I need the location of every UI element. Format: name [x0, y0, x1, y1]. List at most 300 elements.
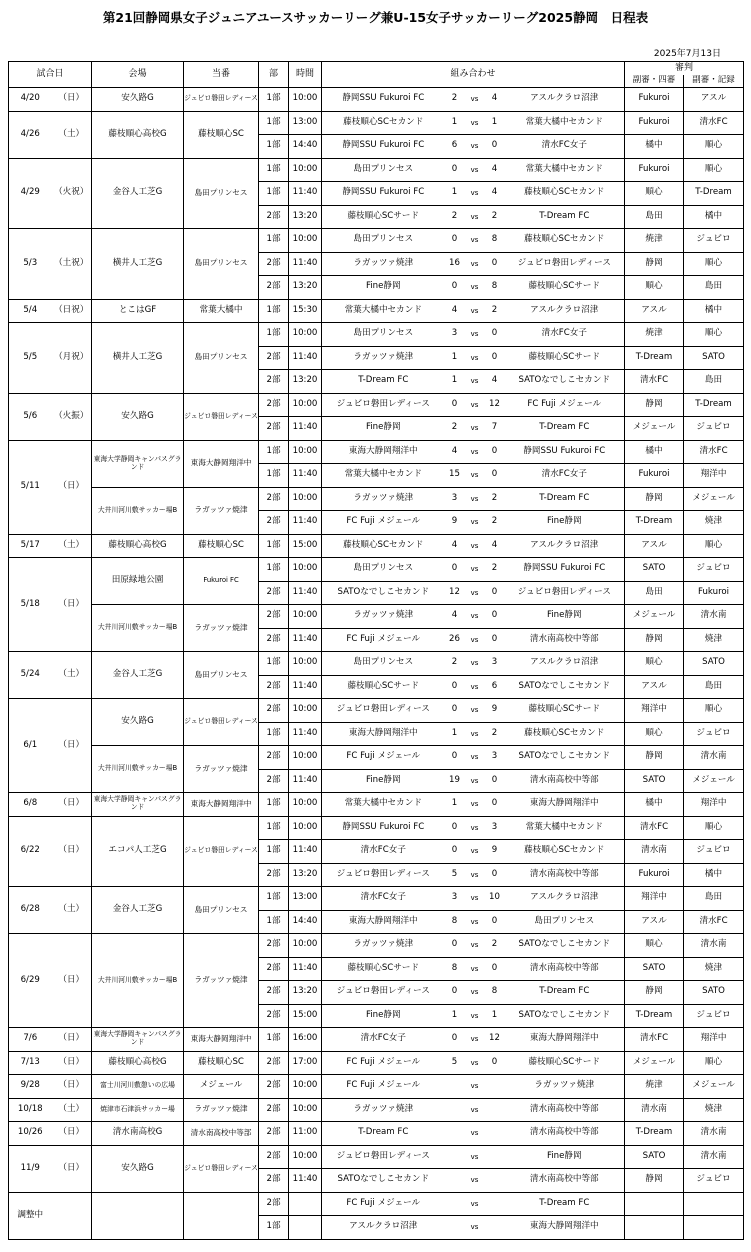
cell-time: 15:30	[289, 299, 322, 323]
cell-referee-1: 島田	[625, 205, 684, 229]
cell-duty: 東海大静岡翔洋中	[184, 793, 259, 817]
cell-day-of-week: （日）	[52, 1075, 92, 1099]
cell-referee-1: Fukuroi	[625, 464, 684, 488]
cell-home-score: 0	[445, 699, 465, 723]
cell-day-of-week: （月祝）	[52, 323, 92, 394]
cell-away-team: アスルクラロ沼津	[505, 299, 625, 323]
cell-day-of-week: （日）	[52, 1122, 92, 1146]
cell-duty: ジュビロ磐田レディース	[184, 393, 259, 440]
cell-away-team: 清水FC女子	[505, 464, 625, 488]
cell-home-score: 1	[445, 793, 465, 817]
table-row	[9, 88, 744, 112]
cell-venue: 東海大学静岡キャンパスグランド	[92, 440, 184, 487]
cell-referee-2: 翔洋中	[684, 793, 744, 817]
cell-referee-1: SATO	[625, 558, 684, 582]
cell-referee-2: メジェール	[684, 769, 744, 793]
cell-time: 10:00	[289, 158, 322, 182]
cell-home-score: 3	[445, 887, 465, 911]
cell-division: 1部	[259, 464, 289, 488]
cell-away-score: 1	[485, 111, 505, 135]
cell-away-score: 1	[485, 1004, 505, 1028]
cell-referee-1: 清水南	[625, 1098, 684, 1122]
cell-time: 15:00	[289, 534, 322, 558]
cell-division: 1部	[259, 440, 289, 464]
cell-away-team: T-Dream FC	[505, 417, 625, 441]
cell-referee-1: Fukuroi	[625, 863, 684, 887]
cell-vs: vs	[465, 816, 485, 840]
cell-vs: vs	[465, 1028, 485, 1052]
cell-referee-1: 順心	[625, 276, 684, 300]
cell-home-score: 6	[445, 135, 465, 159]
cell-day-of-week: （土）	[52, 534, 92, 558]
cell-time: 11:40	[289, 722, 322, 746]
cell-duty	[184, 1192, 259, 1239]
cell-day-of-week: （日）	[52, 558, 92, 652]
cell-division: 1部	[259, 299, 289, 323]
cell-vs: vs	[465, 135, 485, 159]
cell-referee-2: 清水南	[684, 605, 744, 629]
cell-away-score: 6	[485, 675, 505, 699]
cell-away-score: 0	[485, 863, 505, 887]
cell-time: 10:00	[289, 934, 322, 958]
cell-referee-2: 清水南	[684, 934, 744, 958]
cell-away-team: 清水南高校中等部	[505, 769, 625, 793]
cell-venue: 富士川河川敷憩いの広場	[92, 1075, 184, 1099]
cell-venue: 安久路G	[92, 699, 184, 746]
cell-referee-1: 清水南	[625, 840, 684, 864]
cell-referee-1: 順心	[625, 934, 684, 958]
cell-home-team: 静岡SSU Fukuroi FC	[322, 88, 445, 112]
cell-referee-1: メジェール	[625, 1051, 684, 1075]
cell-division: 2部	[259, 346, 289, 370]
cell-referee-2: 橘中	[684, 205, 744, 229]
cell-away-team: T-Dream FC	[505, 1192, 625, 1216]
cell-day-of-week: （土祝）	[52, 229, 92, 300]
cell-referee-2: 清水南	[684, 1145, 744, 1169]
cell-home-team: Fine静岡	[322, 417, 445, 441]
cell-away-score: 12	[485, 393, 505, 417]
cell-away-score: 2	[485, 722, 505, 746]
cell-duty: ラガッツァ焼津	[184, 934, 259, 1028]
cell-division: 2部	[259, 769, 289, 793]
cell-time: 10:00	[289, 393, 322, 417]
cell-home-team: 静岡SSU Fukuroi FC	[322, 816, 445, 840]
cell-home-score: 4	[445, 299, 465, 323]
cell-duty: メジェール	[184, 1075, 259, 1099]
header-referee: 審判	[625, 62, 744, 75]
cell-home-score: 0	[445, 229, 465, 253]
table-row	[9, 1051, 744, 1075]
cell-away-score: 2	[485, 299, 505, 323]
cell-referee-2: 翔洋中	[684, 1028, 744, 1052]
cell-away-team: 藤枝順心SCサード	[505, 346, 625, 370]
cell-day-of-week: （日）	[52, 793, 92, 817]
cell-duty: ジュビロ磐田レディース	[184, 816, 259, 887]
cell-away-team: T-Dream FC	[505, 981, 625, 1005]
cell-home-team: ラガッツァ焼津	[322, 487, 445, 511]
cell-time: 10:00	[289, 323, 322, 347]
cell-vs: vs	[465, 229, 485, 253]
table-row	[9, 816, 744, 840]
cell-time: 15:00	[289, 1004, 322, 1028]
cell-referee-2: T-Dream	[684, 182, 744, 206]
cell-vs: vs	[465, 440, 485, 464]
cell-away-team: ジュビロ磐田レディース	[505, 581, 625, 605]
cell-home-score: 0	[445, 816, 465, 840]
cell-home-score: 0	[445, 393, 465, 417]
cell-referee-1: T-Dream	[625, 1004, 684, 1028]
cell-away-score: 3	[485, 816, 505, 840]
cell-home-team: FC Fuji メジェール	[322, 628, 445, 652]
cell-venue: 安久路G	[92, 1145, 184, 1192]
cell-date: 5/4	[9, 299, 52, 323]
cell-venue: 横井人工芝G	[92, 229, 184, 300]
cell-date: 4/29	[9, 158, 52, 229]
cell-vs: vs	[465, 863, 485, 887]
cell-home-team: 藤枝順心SCサード	[322, 205, 445, 229]
cell-referee-2	[684, 1192, 744, 1216]
cell-home-score: 0	[445, 1028, 465, 1052]
cell-home-score	[445, 1145, 465, 1169]
cell-division: 1部	[259, 111, 289, 135]
cell-vs: vs	[465, 534, 485, 558]
cell-vs: vs	[465, 957, 485, 981]
cell-vs: vs	[465, 182, 485, 206]
cell-vs: vs	[465, 910, 485, 934]
cell-time: 11:40	[289, 675, 322, 699]
cell-referee-1: 清水FC	[625, 1028, 684, 1052]
table-row	[9, 440, 744, 464]
cell-referee-2: 清水南	[684, 746, 744, 770]
cell-away-team: 常葉大橘中セカンド	[505, 158, 625, 182]
cell-home-score: 0	[445, 276, 465, 300]
cell-date: 9/28	[9, 1075, 52, 1099]
cell-home-score: 1	[445, 111, 465, 135]
cell-venue: 安久路G	[92, 88, 184, 112]
table-row	[9, 1192, 744, 1216]
cell-home-team: FC Fuji メジェール	[322, 1192, 445, 1216]
cell-away-score: 2	[485, 558, 505, 582]
cell-vs: vs	[465, 581, 485, 605]
cell-time: 14:40	[289, 135, 322, 159]
table-row	[9, 887, 744, 911]
cell-home-team: 常葉大橘中セカンド	[322, 464, 445, 488]
table-row	[9, 1075, 744, 1099]
cell-away-team: アスルクラロ沼津	[505, 88, 625, 112]
cell-away-team: 清水南高校中等部	[505, 1169, 625, 1193]
cell-home-team: FC Fuji メジェール	[322, 1075, 445, 1099]
cell-away-score: 0	[485, 464, 505, 488]
cell-date: 11/9	[9, 1145, 52, 1192]
cell-vs: vs	[465, 1169, 485, 1193]
cell-away-score: 0	[485, 346, 505, 370]
cell-referee-1: アスル	[625, 534, 684, 558]
cell-away-team: 藤枝順心SCセカンド	[505, 182, 625, 206]
cell-referee-1: 静岡	[625, 746, 684, 770]
cell-time: 10:00	[289, 487, 322, 511]
cell-home-team: 東海大静岡翔洋中	[322, 722, 445, 746]
cell-time	[289, 1216, 322, 1240]
cell-division: 1部	[259, 158, 289, 182]
cell-time: 11:40	[289, 769, 322, 793]
cell-away-team: 清水南高校中等部	[505, 1122, 625, 1146]
cell-date: 5/5	[9, 323, 52, 394]
cell-away-score	[485, 1169, 505, 1193]
cell-home-score: 3	[445, 487, 465, 511]
cell-venue: 横井人工芝G	[92, 323, 184, 394]
cell-away-score: 0	[485, 323, 505, 347]
cell-home-score: 1	[445, 370, 465, 394]
cell-home-team: SATOなでしこセカンド	[322, 581, 445, 605]
cell-away-team: 常葉大橘中セカンド	[505, 111, 625, 135]
cell-duty: 常葉大橘中	[184, 299, 259, 323]
cell-home-score: 0	[445, 746, 465, 770]
cell-duty: 東海大静岡翔洋中	[184, 440, 259, 487]
cell-day-of-week: （土）	[52, 887, 92, 934]
cell-away-team: SATOなでしこセカンド	[505, 746, 625, 770]
cell-referee-1: SATO	[625, 1145, 684, 1169]
cell-referee-1: メジェール	[625, 605, 684, 629]
cell-referee-2: ジュビロ	[684, 1169, 744, 1193]
cell-home-score	[445, 1098, 465, 1122]
cell-away-score: 3	[485, 746, 505, 770]
cell-away-score: 3	[485, 652, 505, 676]
cell-vs: vs	[465, 1122, 485, 1146]
cell-home-team: T-Dream FC	[322, 370, 445, 394]
cell-home-team: 静岡SSU Fukuroi FC	[322, 135, 445, 159]
table-row	[9, 111, 744, 135]
cell-date: 5/24	[9, 652, 52, 699]
cell-home-team: 島田プリンセス	[322, 158, 445, 182]
cell-home-team: ジュビロ磐田レディース	[322, 393, 445, 417]
table-row	[9, 534, 744, 558]
table-row	[9, 1145, 744, 1169]
cell-division: 1部	[259, 323, 289, 347]
cell-time: 10:00	[289, 605, 322, 629]
cell-away-score: 2	[485, 934, 505, 958]
cell-away-team: 藤枝順心SCセカンド	[505, 840, 625, 864]
cell-duty: ジュビロ磐田レディース	[184, 1145, 259, 1192]
cell-division: 1部	[259, 1216, 289, 1240]
cell-vs: vs	[465, 1216, 485, 1240]
cell-time: 11:40	[289, 628, 322, 652]
cell-referee-1: 焼津	[625, 229, 684, 253]
cell-home-team: アスルクラロ沼津	[322, 1216, 445, 1240]
cell-away-score	[485, 1145, 505, 1169]
cell-home-team: Fine静岡	[322, 769, 445, 793]
cell-away-team: Fine静岡	[505, 511, 625, 535]
cell-division: 2部	[259, 370, 289, 394]
cell-vs: vs	[465, 511, 485, 535]
cell-away-score: 4	[485, 88, 505, 112]
cell-away-team: アスルクラロ沼津	[505, 887, 625, 911]
cell-referee-1: 静岡	[625, 628, 684, 652]
table-row	[9, 605, 744, 629]
cell-away-score: 0	[485, 957, 505, 981]
cell-away-score: 4	[485, 534, 505, 558]
cell-home-score: 2	[445, 88, 465, 112]
cell-referee-2: SATO	[684, 652, 744, 676]
cell-referee-2: 島田	[684, 887, 744, 911]
cell-division: 2部	[259, 581, 289, 605]
cell-home-team: ラガッツァ焼津	[322, 934, 445, 958]
cell-home-team: 東海大静岡翔洋中	[322, 910, 445, 934]
cell-home-team: FC Fuji メジェール	[322, 1051, 445, 1075]
cell-division: 1部	[259, 558, 289, 582]
cell-vs: vs	[465, 746, 485, 770]
cell-home-team: ジュビロ磐田レディース	[322, 981, 445, 1005]
cell-home-team: 常葉大橘中セカンド	[322, 793, 445, 817]
cell-duty: 島田プリンセス	[184, 323, 259, 394]
header-ref1: 副審・四審	[625, 75, 684, 88]
cell-away-team: SATOなでしこセカンド	[505, 1004, 625, 1028]
cell-day-of-week: （日）	[52, 88, 92, 112]
cell-referee-1: 静岡	[625, 981, 684, 1005]
cell-division: 2部	[259, 981, 289, 1005]
cell-referee-2: 清水南	[684, 1122, 744, 1146]
cell-time: 10:00	[289, 746, 322, 770]
cell-duty: ラガッツァ焼津	[184, 605, 259, 652]
cell-day-of-week: （土）	[52, 111, 92, 158]
cell-referee-2: 順心	[684, 252, 744, 276]
cell-date: 5/6	[9, 393, 52, 440]
cell-home-score: 2	[445, 205, 465, 229]
cell-home-score: 5	[445, 1051, 465, 1075]
cell-date: 5/17	[9, 534, 52, 558]
cell-home-team: 島田プリンセス	[322, 652, 445, 676]
cell-division: 2部	[259, 205, 289, 229]
cell-home-score: 1	[445, 1004, 465, 1028]
cell-time: 10:00	[289, 558, 322, 582]
cell-time: 13:20	[289, 370, 322, 394]
cell-away-score: 7	[485, 417, 505, 441]
cell-home-team: ジュビロ磐田レディース	[322, 863, 445, 887]
cell-away-score: 0	[485, 440, 505, 464]
cell-referee-1: アスル	[625, 675, 684, 699]
cell-time: 10:00	[289, 88, 322, 112]
cell-venue: 藤枝順心高校G	[92, 1051, 184, 1075]
cell-date: 6/22	[9, 816, 52, 887]
cell-date: 10/26	[9, 1122, 52, 1146]
cell-time: 11:40	[289, 957, 322, 981]
cell-home-team: 藤枝順心SCセカンド	[322, 534, 445, 558]
cell-away-score: 0	[485, 1051, 505, 1075]
document-date: 2025年7月13日	[653, 49, 721, 59]
cell-referee-1: 翔洋中	[625, 887, 684, 911]
cell-division: 2部	[259, 934, 289, 958]
cell-home-team: 清水FC女子	[322, 1028, 445, 1052]
cell-referee-1: 静岡	[625, 252, 684, 276]
cell-referee-2: 焼津	[684, 1098, 744, 1122]
cell-referee-2: 島田	[684, 675, 744, 699]
cell-time: 11:40	[289, 1169, 322, 1193]
cell-referee-2: ジュビロ	[684, 229, 744, 253]
cell-referee-1: T-Dream	[625, 1122, 684, 1146]
cell-referee-2: 橘中	[684, 863, 744, 887]
cell-referee-2: SATO	[684, 981, 744, 1005]
cell-referee-1: アスル	[625, 910, 684, 934]
cell-away-score	[485, 1192, 505, 1216]
cell-vs: vs	[465, 393, 485, 417]
cell-home-score: 1	[445, 182, 465, 206]
cell-referee-2: 焼津	[684, 957, 744, 981]
cell-duty: 島田プリンセス	[184, 158, 259, 229]
cell-home-score: 0	[445, 934, 465, 958]
cell-duty: 東海大静岡翔洋中	[184, 1028, 259, 1052]
cell-venue: 藤枝順心高校G	[92, 534, 184, 558]
cell-division: 2部	[259, 699, 289, 723]
cell-time: 13:20	[289, 981, 322, 1005]
cell-duty: ラガッツァ焼津	[184, 1098, 259, 1122]
cell-away-score	[485, 1075, 505, 1099]
cell-referee-1: 橘中	[625, 793, 684, 817]
cell-day-of-week: （日）	[52, 1051, 92, 1075]
cell-time: 13:20	[289, 276, 322, 300]
cell-home-score	[445, 1169, 465, 1193]
table-row	[9, 793, 744, 817]
header-div: 部	[259, 62, 289, 88]
cell-division: 1部	[259, 793, 289, 817]
header-time: 時間	[289, 62, 322, 88]
cell-venue: 金谷人工芝G	[92, 158, 184, 229]
cell-referee-2: SATO	[684, 346, 744, 370]
cell-date: 6/29	[9, 934, 52, 1028]
cell-vs: vs	[465, 299, 485, 323]
cell-day-of-week: （土）	[52, 652, 92, 699]
cell-division: 2部	[259, 1122, 289, 1146]
cell-away-team: 清水南高校中等部	[505, 628, 625, 652]
cell-away-team: 東海大静岡翔洋中	[505, 1216, 625, 1240]
cell-referee-1: Fukuroi	[625, 111, 684, 135]
cell-home-score: 19	[445, 769, 465, 793]
cell-venue	[92, 1192, 184, 1239]
header-match-day: 試合日	[9, 62, 92, 88]
cell-away-score: 10	[485, 887, 505, 911]
cell-referee-1: SATO	[625, 957, 684, 981]
cell-home-score: 0	[445, 158, 465, 182]
cell-away-team: SATOなでしこセカンド	[505, 370, 625, 394]
table-row	[9, 652, 744, 676]
cell-referee-2: アスル	[684, 88, 744, 112]
cell-division: 2部	[259, 511, 289, 535]
cell-away-score: 2	[485, 511, 505, 535]
cell-vs: vs	[465, 722, 485, 746]
cell-away-score	[485, 1122, 505, 1146]
cell-referee-1	[625, 1216, 684, 1240]
cell-venue: 田原緑地公園	[92, 558, 184, 605]
cell-day-of-week: （日）	[52, 816, 92, 887]
cell-home-score: 8	[445, 910, 465, 934]
cell-duty: 島田プリンセス	[184, 887, 259, 934]
cell-vs: vs	[465, 769, 485, 793]
cell-away-team: 清水南高校中等部	[505, 1098, 625, 1122]
cell-vs: vs	[465, 323, 485, 347]
cell-referee-1: SATO	[625, 769, 684, 793]
cell-division: 2部	[259, 1192, 289, 1216]
cell-home-team: 藤枝順心SCサード	[322, 957, 445, 981]
cell-home-score: 0	[445, 675, 465, 699]
cell-duty: 藤枝順心SC	[184, 1051, 259, 1075]
cell-home-score	[445, 1192, 465, 1216]
cell-home-team: T-Dream FC	[322, 1122, 445, 1146]
cell-vs: vs	[465, 628, 485, 652]
cell-division: 1部	[259, 722, 289, 746]
cell-home-team: FC Fuji メジェール	[322, 746, 445, 770]
cell-referee-2: 順心	[684, 135, 744, 159]
cell-venue: 大井川河川敷サッカー場B	[92, 746, 184, 793]
cell-duty: ジュビロ磐田レディース	[184, 699, 259, 746]
header-ref2: 副審・記録	[684, 75, 744, 88]
